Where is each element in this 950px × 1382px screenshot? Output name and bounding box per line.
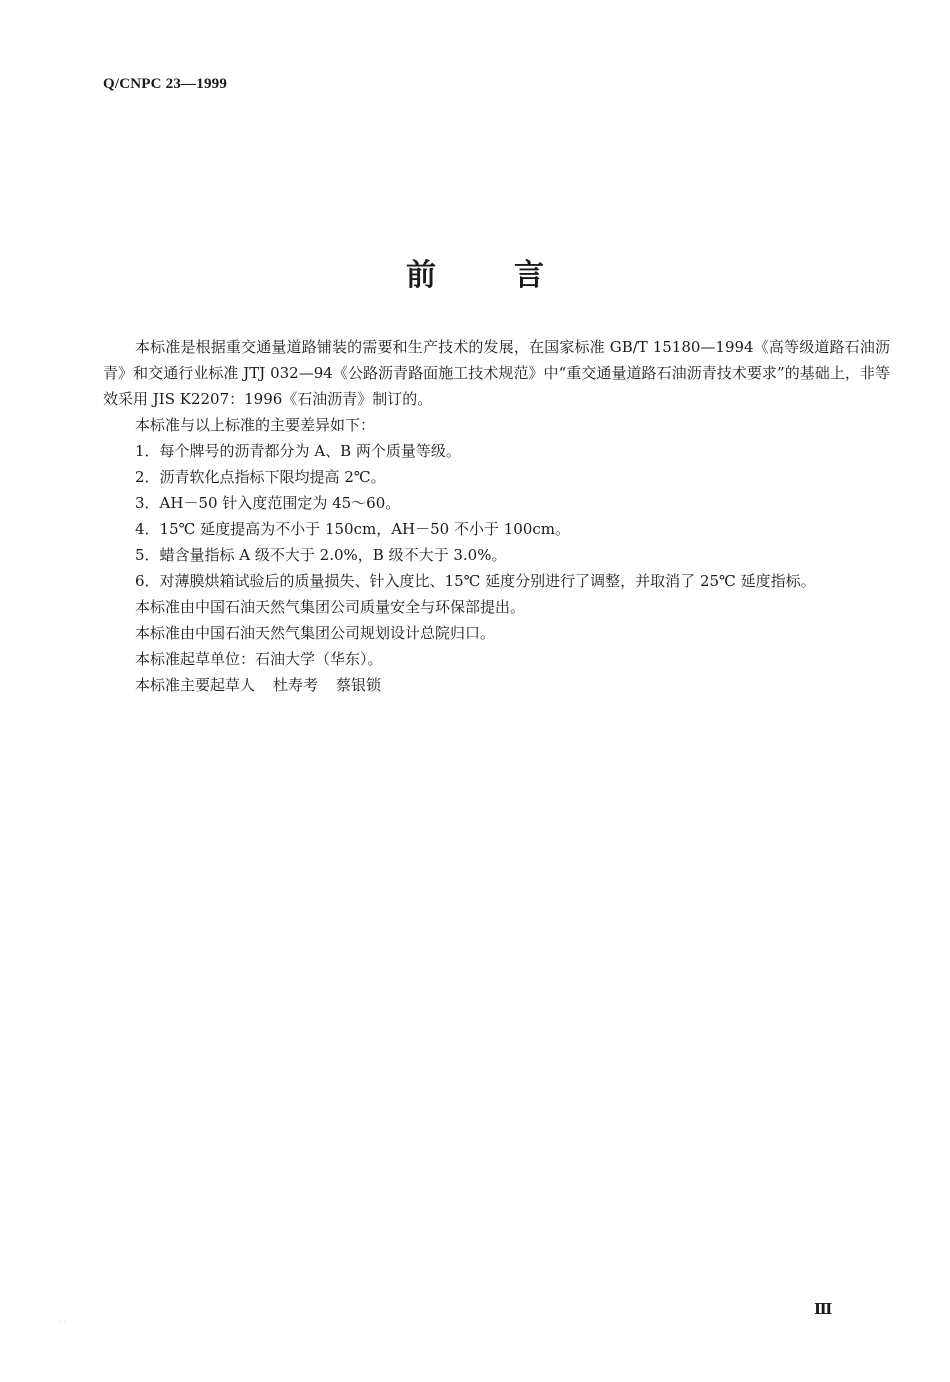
difference-item-1: 1．每个牌号的沥青都分为 A、B 两个质量等级。 [135, 442, 461, 460]
title-char-2: 言 [514, 258, 544, 293]
intro-paragraph: 本标准是根据重交通量道路铺装的需要和生产技术的发展，在国家标准 GB/T 15180—1994《高等级道路石油沥青》和交通行业标准 JTJ 032—94《公路沥青路面施工技术规范》中“重交通量道路石油沥青技术要求”的基础上，非等效采用 JIS K2207：1996《石油沥青》制订的。 [103, 338, 890, 408]
scan-speck: · · [60, 1319, 66, 1326]
page-title [0, 250, 950, 294]
proposed-by: 本标准由中国石油天然气集团公司质量安全与环保部提出。 [135, 598, 526, 616]
differences-lead: 本标准与以上标准的主要差异如下： [135, 416, 376, 434]
centralized-by: 本标准由中国石油天然气集团公司规划设计总院归口。 [135, 624, 496, 642]
difference-item-2: 2．沥青软化点指标下限均提高 2℃。 [135, 468, 386, 486]
difference-item-6: 6．对薄膜烘箱试验后的质量损失、针入度比、15℃ 延度分别进行了调整，并取消了 25℃ 延度指标。 [135, 572, 816, 590]
difference-item-5: 5．蜡含量指标 A 级不大于 2.0%，B 级不大于 3.0%。 [135, 546, 507, 564]
page-number: Ⅲ [814, 1302, 833, 1318]
standard-code: Q/CNPC 23—1999 [103, 76, 228, 92]
difference-item-3: 3．AH－50 针入度范围定为 45～60。 [135, 494, 401, 512]
drafter-name-1: 杜寿考 [273, 676, 319, 694]
foreword-body [103, 334, 890, 698]
drafters-label: 本标准主要起草人 [135, 676, 256, 694]
difference-item-4: 4．15℃ 延度提高为不小于 150cm，AH－50 不小于 100cm。 [135, 520, 570, 538]
drafter-name-2: 蔡银锁 [336, 676, 382, 694]
title-char-1: 前 [406, 258, 436, 293]
main-drafters [103, 672, 890, 698]
drafting-unit: 本标准起草单位：石油大学（华东）。 [135, 650, 383, 668]
